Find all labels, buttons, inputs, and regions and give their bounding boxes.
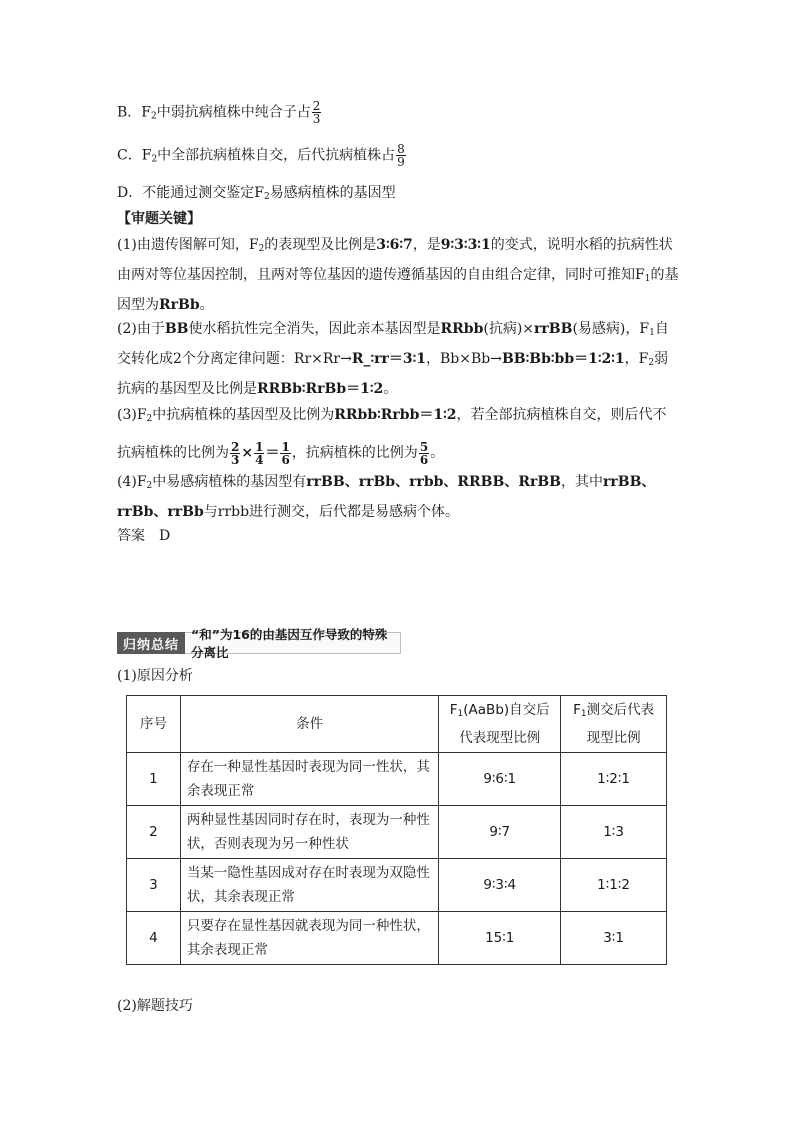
text: ，其中: [561, 474, 604, 490]
header-condition: 条件: [180, 696, 438, 753]
subscript: 1: [649, 328, 655, 338]
equals-sign: ＝: [265, 445, 280, 461]
numerator: 8: [397, 142, 405, 156]
table-row: [127, 753, 667, 806]
numerator: 2: [312, 99, 321, 113]
ratio: R_∶rr＝3∶1: [351, 351, 426, 367]
analysis-paragraph-3: [117, 398, 679, 470]
fraction: [254, 441, 264, 466]
ratio: 3∶6∶7: [376, 237, 413, 253]
genotype: RrBb: [159, 297, 200, 313]
cell-condition: 只要存在显性基因就表现为同一种性状，其余表现正常: [180, 912, 438, 965]
summary-title: “和”为16的由基因互作导致的特殊分离比: [185, 632, 401, 654]
cell-condition: 两种显性基因同时存在时，表现为一种性状，否则表现为另一种性状: [180, 806, 438, 859]
text: F: [573, 702, 581, 718]
text: ，抗病植株的比例为: [291, 445, 418, 461]
table-row: [127, 859, 667, 912]
fraction: [230, 441, 240, 466]
cell-testcross: 1∶1∶2: [561, 859, 667, 912]
option-b-prefix: B．F: [117, 104, 152, 121]
header-no: 序号: [127, 696, 181, 753]
option-c: [117, 143, 407, 170]
option-b-text: 中弱抗病植株中纯合子占: [156, 104, 311, 121]
option-b: [117, 100, 322, 127]
denominator: 3: [231, 452, 240, 467]
option-c-text: 中全部抗病植株自交，后代抗病植株占: [157, 147, 396, 164]
text: (2)由于: [117, 321, 165, 337]
cell-selfcross: 15∶1: [439, 912, 561, 965]
numerator: 2: [231, 439, 240, 454]
text: 弱抗病的基因型及比例是: [117, 351, 669, 397]
fraction: [280, 441, 290, 466]
subscript: 2: [151, 154, 158, 165]
subscript: 2: [263, 192, 270, 202]
analysis-paragraph-1: [117, 232, 679, 318]
option-d: [117, 183, 396, 207]
ratio-table: [126, 695, 667, 965]
times-sign: ×: [241, 445, 254, 461]
genotype: RRbb: [440, 321, 484, 337]
text: ，是: [412, 237, 441, 253]
cell-condition: 存在一种显性基因时表现为同一性状，其余表现正常: [180, 753, 438, 806]
text: (4)F: [117, 474, 147, 490]
text: 的变式，说明水稻的抗病性状由两对等位基因控制，且两对等位基因的遗传遵循基因的自由组合定律，同时可推知F: [117, 237, 673, 283]
text: 的表现型及比例是: [264, 237, 377, 253]
subscript: 2: [648, 358, 655, 368]
table-header-row: [127, 696, 667, 753]
analysis-paragraph-4: [117, 469, 679, 525]
text: 中易感病植株的基因型有: [152, 474, 307, 490]
denominator: 3: [312, 112, 321, 126]
denominator: 9: [397, 155, 405, 169]
fraction: [312, 100, 322, 125]
text: 。: [199, 297, 214, 313]
text: (易感病)，F: [572, 321, 650, 337]
summary-banner: [117, 627, 401, 660]
key-heading: 【审题关键】: [117, 211, 201, 227]
header-testcross-ratio: [561, 696, 667, 753]
denominator: 6: [281, 452, 290, 467]
text: 使水稻抗性完全消失，因此亲本基因型是: [188, 321, 441, 337]
subscript: 2: [146, 414, 153, 424]
text: 。: [430, 445, 445, 461]
cell-selfcross: 9∶6∶1: [439, 753, 561, 806]
summary-tag: 归纳总结: [117, 632, 185, 654]
genotype-list: rrBB、rrBb、rrBb: [117, 474, 656, 520]
answer: 答案 D: [117, 528, 171, 544]
subscript: 2: [151, 111, 157, 122]
cell-selfcross: 9∶7: [439, 806, 561, 859]
text: ，F: [624, 351, 649, 367]
subscript: 1: [457, 709, 464, 719]
ratio: BB∶Bb∶bb＝1∶2∶1: [501, 351, 625, 367]
subscript: 2: [258, 244, 265, 254]
text: 。: [383, 381, 398, 397]
subscript: 1: [580, 709, 587, 719]
ratio: RRBb∶RrBb＝1∶2: [257, 381, 384, 397]
numerator: 5: [419, 439, 429, 454]
section-cause-analysis: (1)原因分析: [117, 668, 193, 684]
genotype: BB: [164, 321, 189, 337]
text: F: [449, 702, 458, 718]
cell-no: 2: [127, 806, 181, 859]
genotype: rrBB: [534, 321, 573, 337]
ratio: 9∶3∶3∶1: [440, 237, 491, 253]
cell-no: 1: [127, 753, 181, 806]
text: ，Bb×Bb→: [426, 351, 502, 367]
text: (AaBb)自交后代表现型比例: [459, 702, 550, 746]
numerator: 1: [281, 439, 290, 454]
section-solving-tips: (2)解题技巧: [117, 998, 193, 1014]
subscript: 2: [146, 481, 153, 491]
text: 与rrbb进行测交，后代都是易感病个体。: [203, 504, 460, 520]
cell-testcross: 3∶1: [561, 912, 667, 965]
analysis-paragraph-2: [117, 316, 679, 402]
text: (3)F: [117, 407, 147, 423]
denominator: 4: [255, 452, 264, 467]
option-d-text: 易感病植株的基因型: [269, 185, 396, 201]
option-d-prefix: D．不能通过测交鉴定F: [117, 185, 264, 201]
cell-testcross: 1∶2∶1: [561, 753, 667, 806]
fraction: [396, 143, 406, 168]
text: ，若全部抗病植株自交，则后代不抗病植株的比例为: [117, 407, 667, 461]
numerator: 1: [255, 439, 264, 454]
text: 的基因型为: [117, 267, 679, 313]
cell-condition: 当某一隐性基因成对存在时表现为双隐性状，其余表现正常: [180, 859, 438, 912]
genotype-list: rrBB、rrBb、rrbb、RRBB、RrBB: [306, 474, 562, 490]
denominator: 6: [419, 452, 429, 467]
cell-testcross: 1∶3: [561, 806, 667, 859]
text: (抗病)×: [483, 321, 535, 337]
fraction: [419, 441, 429, 466]
option-c-prefix: C．F: [117, 147, 152, 164]
text: 自交转化成2个分离定律问题：Rr×Rr→: [117, 321, 669, 367]
text: 测交后代表现型比例: [586, 702, 655, 746]
header-selfcross-ratio: [439, 696, 561, 753]
table-row: [127, 806, 667, 859]
cell-selfcross: 9∶3∶4: [439, 859, 561, 912]
subscript: 1: [644, 274, 651, 284]
ratio: RRbb∶Rrbb＝1∶2: [334, 407, 457, 423]
cell-no: 4: [127, 912, 181, 965]
table-row: [127, 912, 667, 965]
text: (1)由遗传图解可知，F: [117, 237, 259, 253]
cell-no: 3: [127, 859, 181, 912]
text: 中抗病植株的基因型及比例为: [152, 407, 335, 423]
